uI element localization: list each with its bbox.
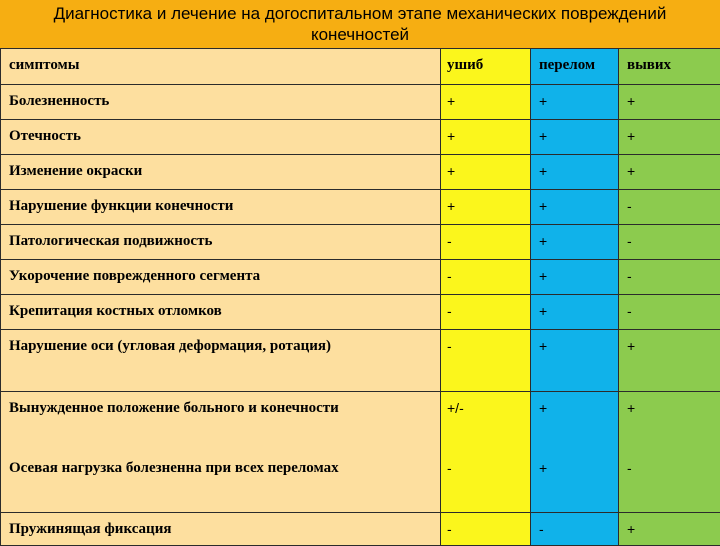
slide-title: Диагностика и лечение на догоспитальном этапе механических повреждений конечностей <box>20 3 700 45</box>
fracture-cell: + <box>531 155 619 190</box>
dislocation-cell: + <box>619 155 720 190</box>
dislocation-cell: + <box>619 85 720 120</box>
table-row <box>1 85 720 120</box>
bruise-cell: - <box>441 330 531 392</box>
symptom-cell: Нарушение функции конечности <box>1 190 441 225</box>
fracture-cell <box>531 392 619 513</box>
fracture-cell: - <box>531 513 619 546</box>
header-dislocation: вывих <box>619 49 720 85</box>
mark-text: + <box>539 398 618 458</box>
mark-text: +/- <box>447 398 530 458</box>
table-row <box>1 190 720 225</box>
table-row <box>1 513 720 546</box>
bruise-cell: - <box>441 260 531 295</box>
title-bar <box>0 0 720 48</box>
symptom-cell: Патологическая подвижность <box>1 225 441 260</box>
symptom-cell: Изменение окраски <box>1 155 441 190</box>
fracture-cell: + <box>531 295 619 330</box>
symptom-text: Осевая нагрузка болезненна при всех переломах <box>9 458 369 478</box>
bruise-cell: - <box>441 225 531 260</box>
mark-text: + <box>627 398 720 458</box>
symptom-cell: Отечность <box>1 120 441 155</box>
table-row <box>1 120 720 155</box>
symptom-cell: Крепитация костных отломков <box>1 295 441 330</box>
mark-text: + <box>539 458 618 478</box>
symptom-text: Вынужденное положение больного и конечности <box>9 398 349 458</box>
fracture-cell: + <box>531 260 619 295</box>
symptom-cell <box>1 392 441 513</box>
fracture-cell: + <box>531 190 619 225</box>
dislocation-cell: - <box>619 260 720 295</box>
symptom-cell: Болезненность <box>1 85 441 120</box>
bruise-cell: - <box>441 513 531 546</box>
dislocation-cell: - <box>619 295 720 330</box>
fracture-cell: + <box>531 120 619 155</box>
bruise-cell: + <box>441 155 531 190</box>
symptom-cell: Пружинящая фиксация <box>1 513 441 546</box>
fracture-cell: + <box>531 85 619 120</box>
table-row-merged <box>1 392 720 513</box>
symptom-cell: Укорочение поврежденного сегмента <box>1 260 441 295</box>
symptom-text: Нарушение оси (угловая деформация, ротация) <box>9 336 369 356</box>
header-bruise: ушиб <box>441 49 531 85</box>
mark-text: - <box>627 458 720 478</box>
fracture-cell: + <box>531 225 619 260</box>
dislocation-cell: - <box>619 190 720 225</box>
symptom-cell <box>1 330 441 392</box>
bruise-cell: + <box>441 85 531 120</box>
bruise-cell: - <box>441 295 531 330</box>
fracture-cell: + <box>531 330 619 392</box>
table-row <box>1 225 720 260</box>
dislocation-cell <box>619 392 720 513</box>
header-symptoms: симптомы <box>1 49 441 85</box>
header-fracture: перелом <box>531 49 619 85</box>
table-header-row <box>1 49 720 85</box>
mark-text: - <box>447 458 530 478</box>
table-row <box>1 330 720 392</box>
table-row <box>1 295 720 330</box>
dislocation-cell: + <box>619 330 720 392</box>
dislocation-cell: - <box>619 225 720 260</box>
table-row <box>1 260 720 295</box>
dislocation-cell: + <box>619 513 720 546</box>
symptoms-table <box>0 48 720 546</box>
dislocation-cell: + <box>619 120 720 155</box>
bruise-cell: + <box>441 120 531 155</box>
table-row <box>1 155 720 190</box>
bruise-cell: + <box>441 190 531 225</box>
bruise-cell <box>441 392 531 513</box>
